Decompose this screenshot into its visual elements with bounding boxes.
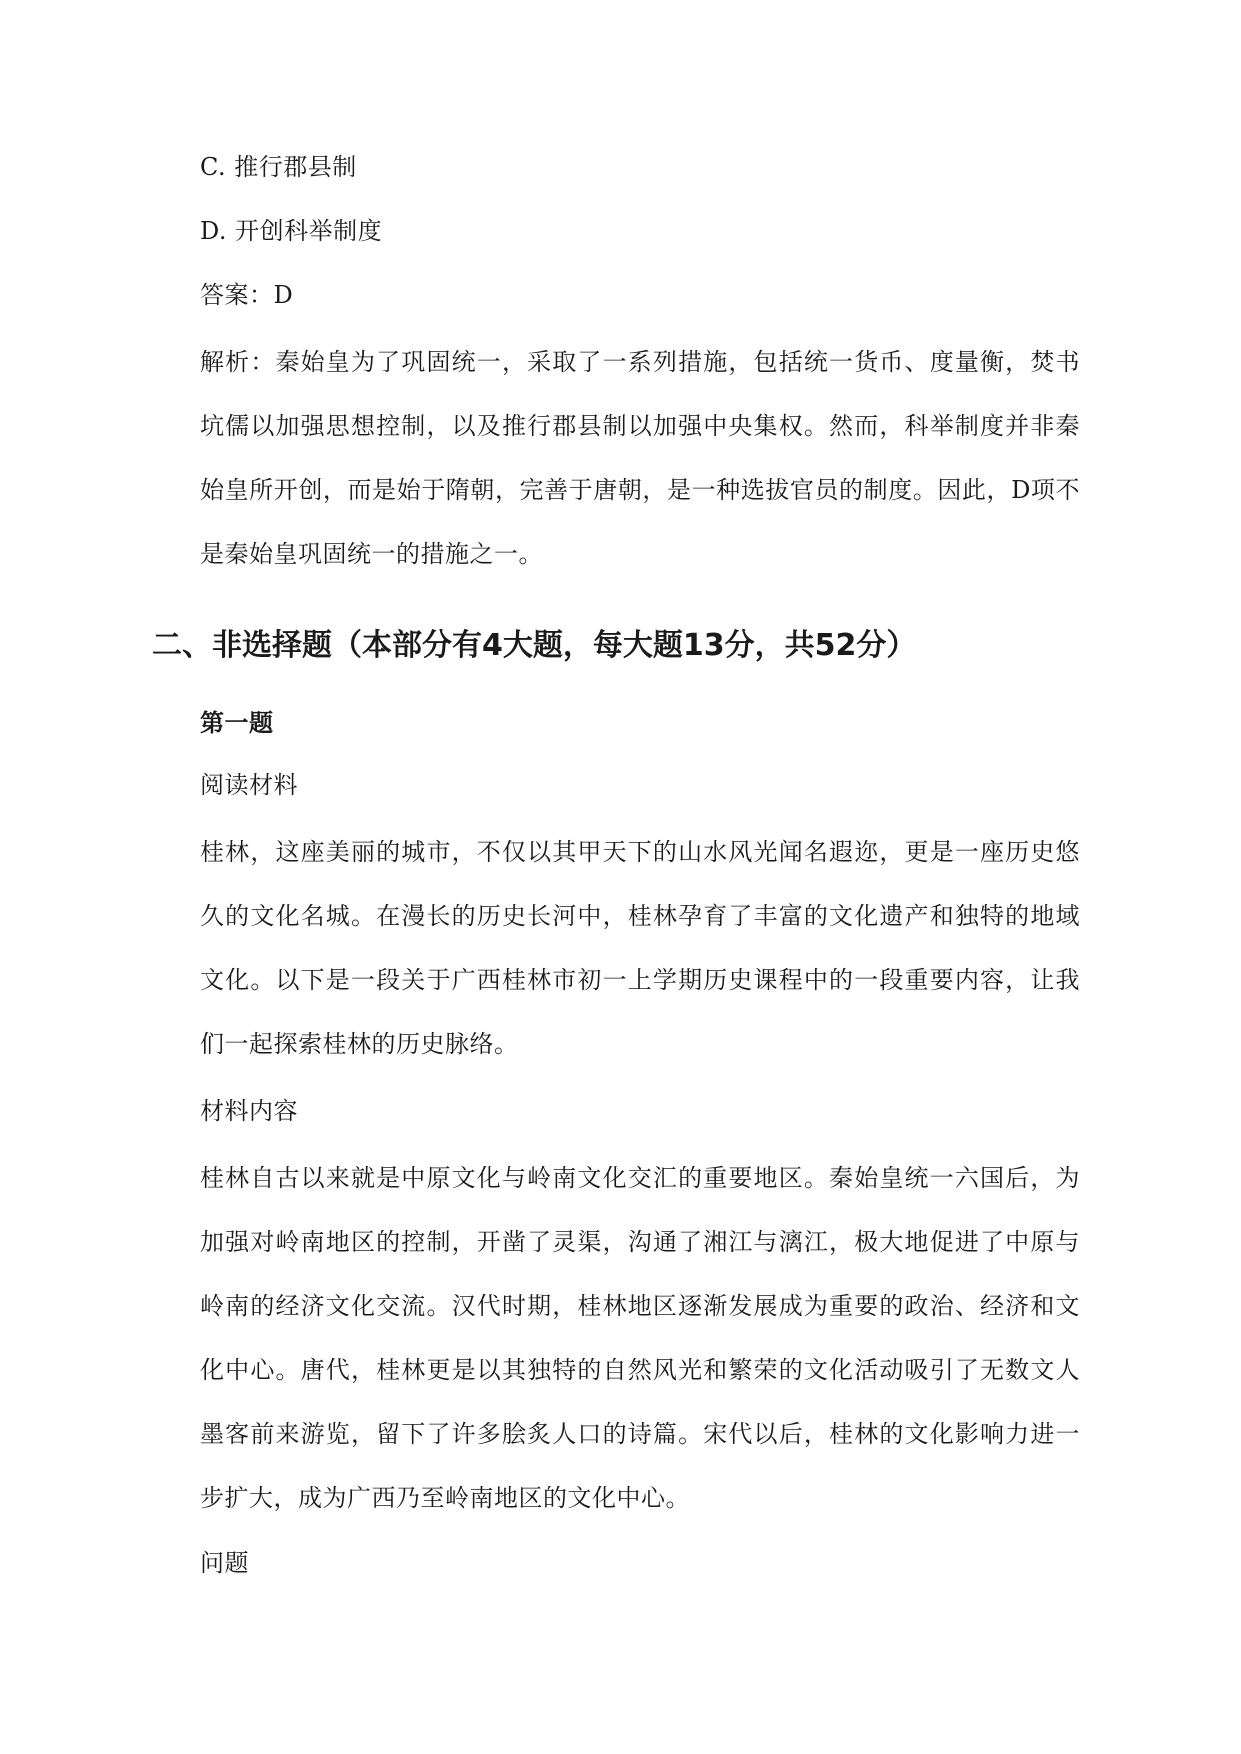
answer-line: 答案：D — [200, 281, 294, 309]
intro-paragraph: 桂林，这座美丽的城市，不仅以其甲天下的山水风光闻名遐迩，更是一座历史悠久的文化名城。在漫长的历史长河中，桂林孕育了丰富的文化遗产和独特的地域文化。以下是一段关于广西桂林市初一上学期历史课程中的一段重要内容，让我们一起探索桂林的历史脉络。 — [200, 838, 1080, 1058]
question-title: 第一题 — [200, 709, 274, 737]
question-label: 问题 — [200, 1549, 249, 1577]
option-c: C. 推行郡县制 — [200, 153, 357, 181]
read-material-label: 阅读材料 — [200, 771, 298, 799]
section-heading: 二、非选择题（本部分有4大题，每大题13分，共52分） — [152, 628, 917, 663]
material-content-label: 材料内容 — [200, 1097, 298, 1125]
material-paragraph: 桂林自古以来就是中原文化与岭南文化交汇的重要地区。秦始皇统一六国后，为加强对岭南地区的控制，开凿了灵渠，沟通了湘江与漓江，极大地促进了中原与岭南的经济文化交流。汉代时期，桂林地区逐渐发展成为重要的政治、经济和文化中心。唐代，桂林更是以其独特的自然风光和繁荣的文化活动吸引了无数文人墨客前来游览，留下了许多脍炙人口的诗篇。宋代以后，桂林的文化影响力进一步扩大，成为广西乃至岭南地区的文化中心。 — [200, 1164, 1080, 1512]
option-d: D. 开创科举制度 — [200, 217, 383, 245]
analysis-paragraph: 解析：秦始皇为了巩固统一，采取了一系列措施，包括统一货币、度量衡，焚书坑儒以加强思想控制，以及推行郡县制以加强中央集权。然而，科举制度并非秦始皇所开创，而是始于隋朝，完善于唐朝，是一种选拔官员的制度。因此，D项不是秦始皇巩固统一的措施之一。 — [200, 348, 1080, 568]
